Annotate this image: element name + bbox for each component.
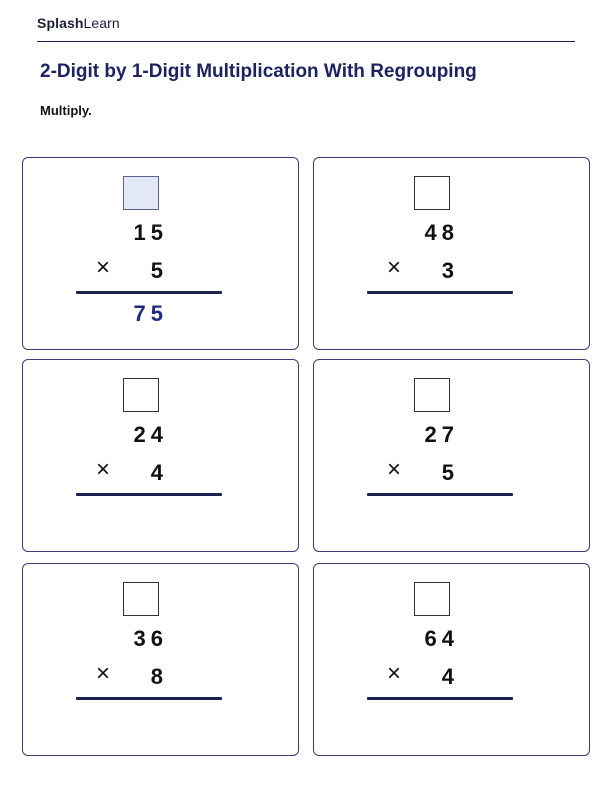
carry-box[interactable] <box>414 176 450 210</box>
answer-rule <box>367 493 513 496</box>
times-icon: × <box>96 254 111 281</box>
multiplier: 5 <box>441 460 459 485</box>
carry-box[interactable] <box>123 176 159 210</box>
multiplicand: 27 <box>424 422 459 447</box>
multiplicand: 15 <box>133 220 168 245</box>
problem-card-1 <box>22 157 299 350</box>
answer-rule <box>367 697 513 700</box>
answer-rule <box>76 291 222 294</box>
brand-part-learn: Learn <box>83 15 120 31</box>
times-icon: × <box>387 254 402 281</box>
problem-card-6 <box>313 563 590 756</box>
times-icon: × <box>96 456 111 483</box>
multiplicand: 64 <box>424 626 459 651</box>
problem-card-5 <box>22 563 299 756</box>
problem-card-2 <box>313 157 590 350</box>
carry-box[interactable] <box>414 378 450 412</box>
brand-logo <box>37 15 120 31</box>
carry-box[interactable] <box>123 378 159 412</box>
multiplier: 4 <box>441 664 459 689</box>
brand-part-splash: Splash <box>37 15 84 31</box>
times-icon: × <box>387 456 402 483</box>
answer-rule <box>76 697 222 700</box>
carry-box[interactable] <box>123 582 159 616</box>
multiplier: 3 <box>441 258 459 283</box>
problem-card-3 <box>22 359 299 552</box>
multiplicand: 24 <box>133 422 168 447</box>
answer-rule <box>76 493 222 496</box>
instruction: Multiply. <box>40 103 92 118</box>
header-divider <box>37 41 575 42</box>
times-icon: × <box>96 660 111 687</box>
multiplicand: 48 <box>424 220 459 245</box>
multiplier: 5 <box>150 258 168 283</box>
multiplier: 4 <box>150 460 168 485</box>
carry-box[interactable] <box>414 582 450 616</box>
multiplicand: 36 <box>133 626 168 651</box>
page-title: 2-Digit by 1-Digit Multiplication With Regrouping <box>40 61 477 82</box>
times-icon: × <box>387 660 402 687</box>
problem-card-4 <box>313 359 590 552</box>
answer-rule <box>367 291 513 294</box>
answer: 75 <box>133 301 168 326</box>
multiplier: 8 <box>150 664 168 689</box>
